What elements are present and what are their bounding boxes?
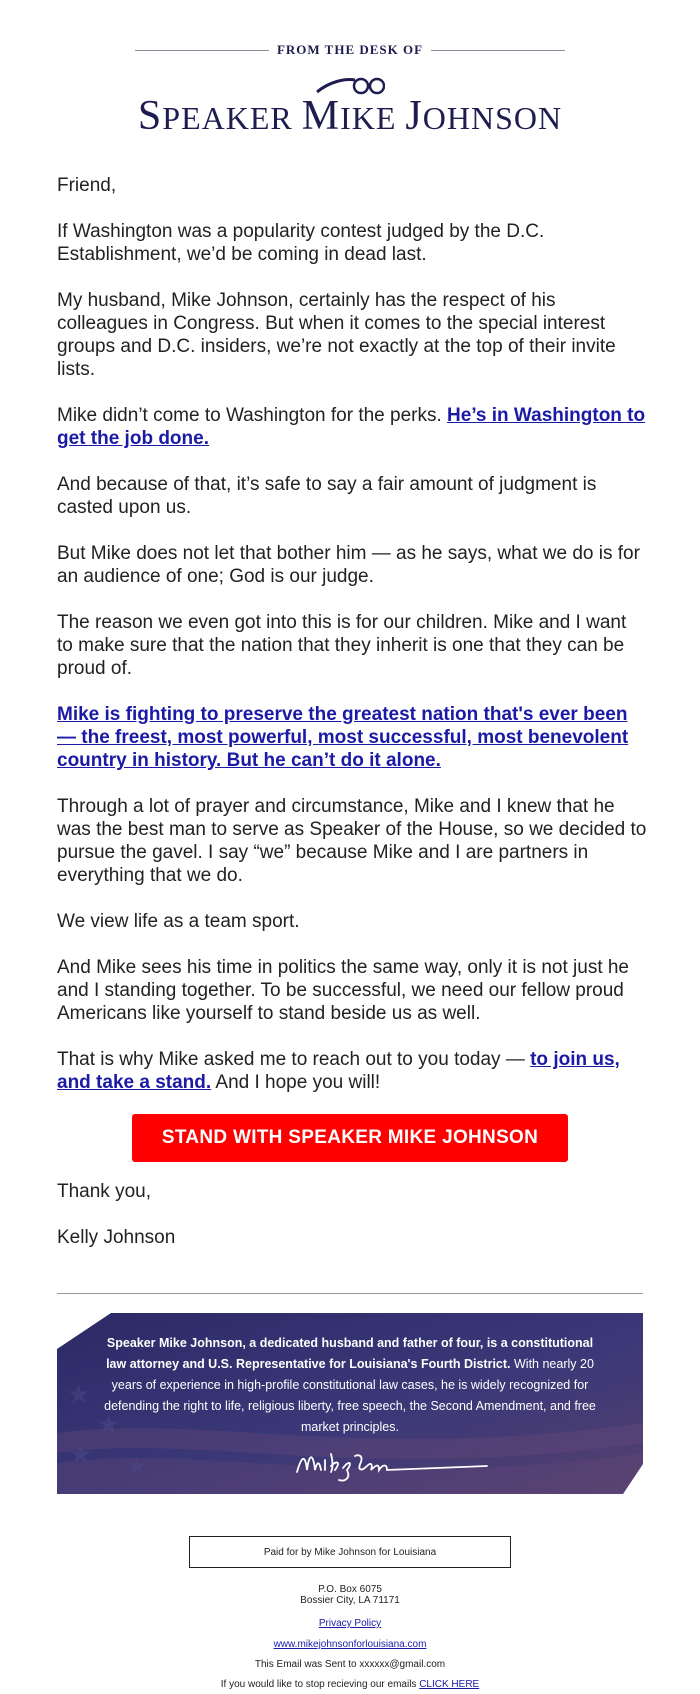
paragraph-7 <box>57 703 647 772</box>
brand-m: M <box>301 93 341 139</box>
stand-with-speaker-button[interactable]: STAND WITH SPEAKER MIKE JOHNSON <box>132 1114 568 1162</box>
bio-banner <box>57 1313 643 1494</box>
brand-logo <box>0 92 700 140</box>
from-the-desk-of <box>135 40 565 60</box>
website-row <box>0 1639 700 1650</box>
rule-left <box>135 50 269 51</box>
thank-you: Thank you, <box>57 1181 151 1202</box>
bio-bold: Speaker Mike Johnson, a dedicated husband and father of four, is a constitutional law attorney and U.S. Representative for Louisiana's Fourth District. <box>106 1336 594 1371</box>
brand-ike: IKE <box>340 100 406 136</box>
svg-text:★: ★ <box>97 1410 121 1440</box>
paragraph-5: But Mike does not let that bother him — as he says, what we do is for an audience of one; God is our judge. <box>57 543 640 587</box>
website-link[interactable]: www.mikejohnsonforlouisiana.com <box>273 1639 427 1650</box>
take-a-stand-link[interactable]: to join us, and take a stand. <box>57 1049 620 1093</box>
svg-text:★: ★ <box>69 1440 93 1470</box>
paragraph-9: We view life as a team sport. <box>57 911 300 932</box>
letterhead <box>0 0 700 150</box>
rule-right <box>431 50 565 51</box>
svg-text:★: ★ <box>67 1380 91 1410</box>
brand-speaker: PEAKER <box>162 100 302 136</box>
paragraph-4: And because of that, it’s safe to say a fair amount of judgment is casted upon us. <box>57 474 597 518</box>
paragraph-6: The reason we even got into this is for our children. Mike and I want to make sure that the nation that they inherit is one that they can be proud of. <box>57 612 627 679</box>
unsubscribe-row <box>0 1679 700 1690</box>
paragraph-1: If Washington was a popularity contest judged by the D.C. Establishment, we’d be coming in dead last. <box>57 221 545 265</box>
greatest-nation-link[interactable]: Mike is fighting to preserve the greatest nation that's ever been — the freest, most powerful, most successful, most benevolent country in history. But he can’t do it alone. <box>57 704 629 771</box>
brand-ohnson: OHNSON <box>422 100 563 136</box>
paragraph-10: And Mike sees his time in politics the same way, only it is not just he and I standing together. To be successful, we need our fellow proud Americans like yourself to stand beside us as well. <box>57 957 630 1024</box>
paragraph-3-text: Mike didn’t come to Washington for the perks. <box>57 405 448 426</box>
paragraph-3 <box>57 404 647 450</box>
paid-for-disclaimer: Paid for by Mike Johnson for Louisiana <box>189 1536 511 1568</box>
privacy-row <box>0 1618 700 1629</box>
bio-rest: With nearly 20 years of experience in high-profile constitutional law cases, he is widely recognized for defending the right to life, religious liberty, free speech, the Second Amendment, and free market principles. <box>104 1357 596 1434</box>
bio-text <box>97 1333 603 1438</box>
brand-j: J <box>405 93 423 139</box>
address-line-2: Bossier City, LA 71171 <box>300 1595 400 1606</box>
job-done-link[interactable]: He’s in Washington to get the job done. <box>57 405 646 449</box>
privacy-policy-link[interactable]: Privacy Policy <box>318 1618 382 1629</box>
greeting: Friend, <box>57 175 117 196</box>
brand-s: S <box>137 93 163 139</box>
paragraph-2: My husband, Mike Johnson, certainly has the respect of his colleagues in Congress. But when it comes to the special interest groups and D.C. insiders, we’re not exactly at the top of their invite lists. <box>57 290 616 380</box>
address-line-1: P.O. Box 6075 <box>318 1584 382 1595</box>
paragraph-8: Through a lot of prayer and circumstance, Mike and I knew that he was the best man to serve as Speaker of the House, so we decided to pursue the gavel. I say “we” because Mike and I are partners in everything that we do. <box>57 796 647 886</box>
from-desk-label: FROM THE DESK OF <box>276 42 424 57</box>
divider <box>57 1293 643 1294</box>
signature-icon <box>287 1440 527 1482</box>
unsubscribe-text: If you would like to stop recieving our emails <box>220 1679 420 1690</box>
svg-text:★: ★ <box>127 1454 147 1479</box>
cta-container <box>0 1114 700 1162</box>
paragraph-11 <box>57 1048 647 1094</box>
paragraph-11-after: And I hope you will! <box>211 1072 381 1093</box>
sent-to: This Email was Sent to xxxxxx@gmail.com <box>254 1659 446 1670</box>
signer-name: Kelly Johnson <box>57 1227 176 1248</box>
letter-body <box>57 174 647 1094</box>
paragraph-11-text: That is why Mike asked me to reach out to you today — <box>57 1049 531 1070</box>
unsubscribe-link[interactable]: CLICK HERE <box>419 1679 480 1690</box>
